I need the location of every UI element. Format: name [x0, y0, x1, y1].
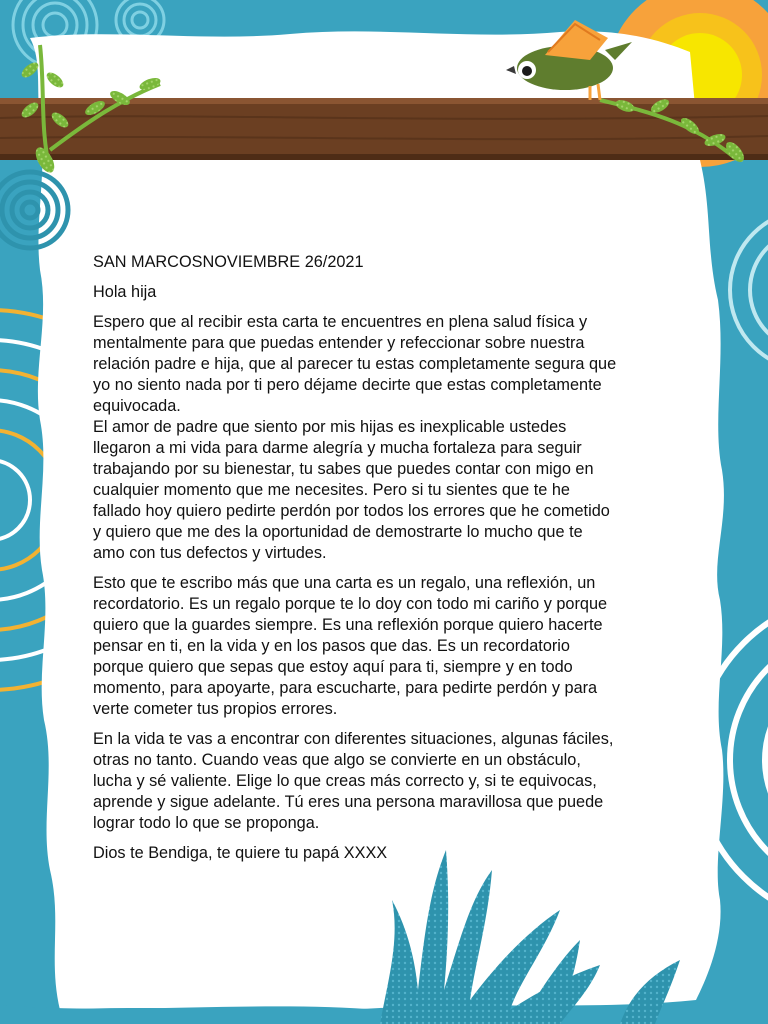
paragraph-2: [93, 573, 693, 720]
letter-body: [93, 252, 693, 873]
text-line: equivocada.: [93, 397, 181, 415]
text-line: Esto que te escribo más que una carta es un regalo, una reflexión, un: [93, 574, 596, 592]
text-line: pensar en ti, en la vida y en los pasos que das. Es un recordatorio: [93, 637, 570, 655]
text-line: quiero que la guardes siempre. Es una reflexión porque quiero hacerte: [93, 616, 603, 634]
greeting: Hola hija: [93, 283, 157, 301]
text-line: recordatorio. Es un regalo porque te lo doy con todo mi cariño y porque: [93, 595, 608, 613]
paragraph-1: [93, 312, 693, 564]
paragraph-3: [93, 729, 693, 834]
text-line: yo no siento nada por ti pero déjame decirte que estas completamente: [93, 376, 602, 394]
text-line: amo con tus defectos y virtudes.: [93, 544, 327, 562]
text-line: aprende y sigue adelante. Tú eres una persona maravillosa que puede: [93, 793, 604, 811]
closing: Dios te Bendiga, te quiere tu papá XXXX: [93, 844, 388, 862]
text-line: En la vida te vas a encontrar con diferentes situaciones, algunas fáciles,: [93, 730, 614, 748]
text-line: El amor de padre que siento por mis hijas es inexplicable ustedes: [93, 418, 567, 436]
text-line: lograr todo lo que se proponga.: [93, 814, 320, 832]
text-line: porque quiero que sepas que estoy aquí para ti, siempre y en todo: [93, 658, 573, 676]
text-line: fallado hoy quiero pedirte perdón por todos los errores que he cometido: [93, 502, 610, 520]
text-line: y quiero que me des la oportunidad de demostrarte lo mucho que te: [93, 523, 583, 541]
text-line: lucha y sé valiente. Elige lo que creas más correcto y, si te equivocas,: [93, 772, 597, 790]
text-line: relación padre e hija, que al parecer tu estas completamente segura que: [93, 355, 617, 373]
text-line: momento, para apoyarte, para escucharte, para pedirte perdón y para: [93, 679, 598, 697]
text-line: Espero que al recibir esta carta te encuentres en plena salud física y: [93, 313, 588, 331]
text-line: llegaron a mi vida para darme alegría y mucha fortaleza para seguir: [93, 439, 582, 457]
text-line: otras no tanto. Cuando veas que algo se convierte en un obstáculo,: [93, 751, 581, 769]
date-line: SAN MARCOSNOVIEMBRE 26/2021: [93, 253, 364, 271]
text-line: cualquier momento que me necesites. Pero si tu sientes que te he: [93, 481, 570, 499]
text-line: mentalmente para que puedas entender y refeccionar sobre nuestra: [93, 334, 585, 352]
text-line: verte cometer tus propios errores.: [93, 700, 338, 718]
text-line: trabajando por su bienestar, tu sabes que puedes contar con migo en: [93, 460, 594, 478]
